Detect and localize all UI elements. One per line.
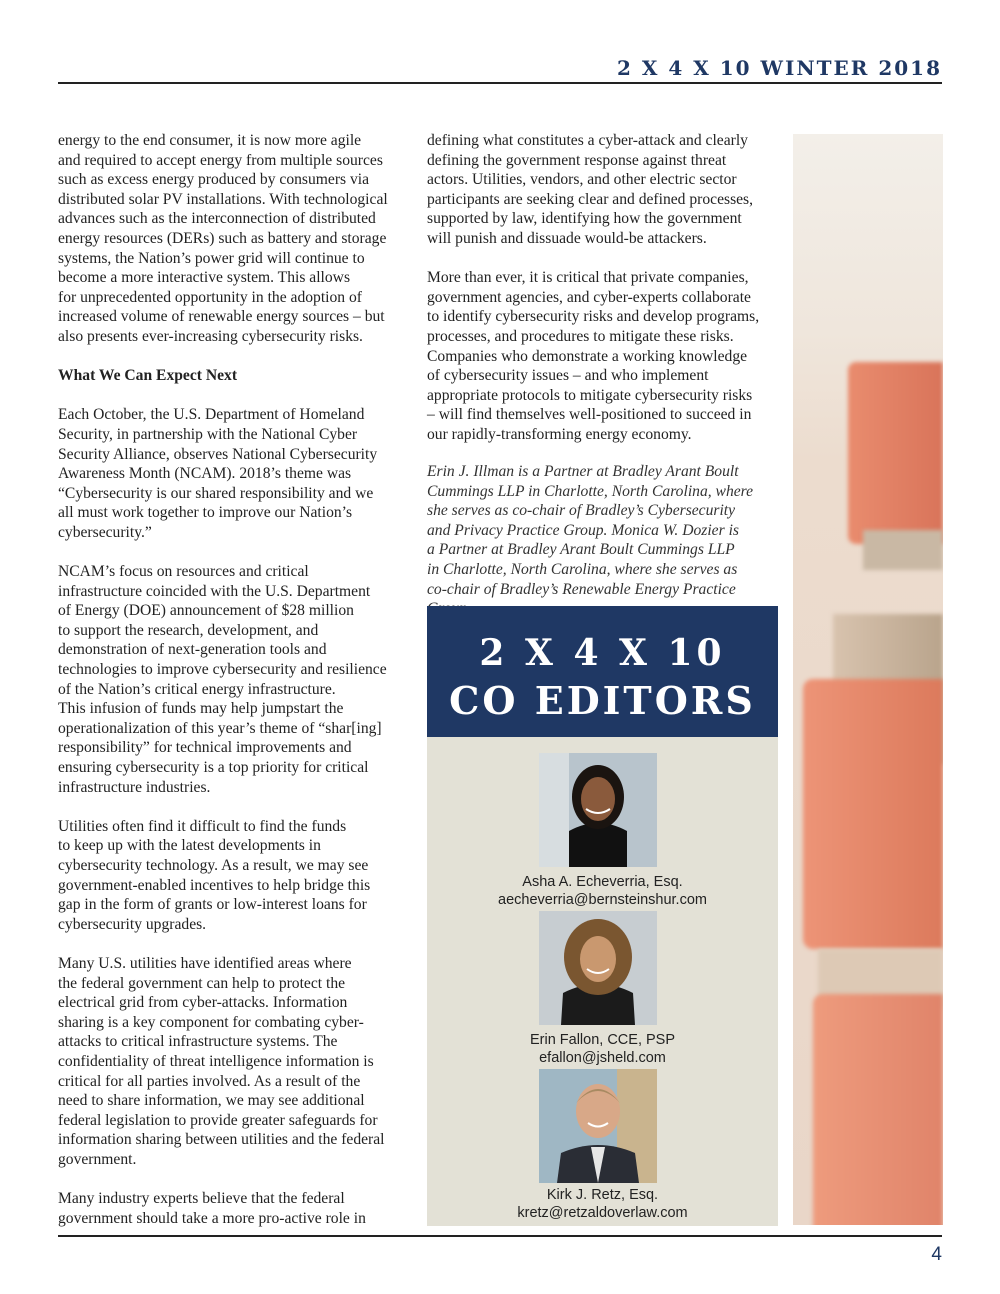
text-line: such as excess energy produced by consumers via (58, 171, 370, 189)
text-line: actors. Utilities, vendors, and other electric sector (427, 171, 737, 189)
text-line: to keep up with the latest developments in (58, 837, 321, 855)
text-line: Companies who demonstrate a working knowledge (427, 347, 748, 365)
text-line: our rapidly-transforming energy economy. (427, 425, 692, 443)
text-line: energy to the end consumer, it is now more agile (58, 132, 362, 149)
editor-name: Asha A. Echeverria, Esq. (522, 874, 683, 890)
text-line: government-enabled incentives to help bridge this (58, 876, 371, 894)
text-line: in Charlotte, North Carolina, where she serves as (427, 561, 738, 579)
article-paragraph (427, 268, 780, 444)
editor-email[interactable]: kretz@retzaldoverlaw.com (517, 1205, 688, 1221)
text-line: federal legislation to provide greater safeguards for (58, 1111, 378, 1129)
text-line: Awareness Month (NCAM). 2018’s theme was (58, 465, 352, 483)
co-editors-box (427, 606, 778, 1226)
text-line: – will find themselves well-positioned to succeed in (427, 406, 752, 424)
author-bio (427, 462, 780, 619)
text-line: government should take a more pro-active role in (58, 1209, 366, 1227)
text-line: gap in the form of grants or low-interest loans for (58, 896, 367, 914)
text-line: responsibility” for technical improvements and (58, 739, 352, 757)
text-line: Utilities often find it difficult to find the funds (58, 817, 347, 835)
editor-card-asha (427, 873, 778, 909)
text-line: supported by law, identifying how the government (427, 210, 742, 228)
article-paragraph (58, 405, 408, 542)
text-line: Erin J. Illman is a Partner at Bradley Arant Boult (427, 463, 739, 481)
text-line: cybersecurity upgrades. (58, 915, 207, 933)
text-line: she serves as co-chair of Bradley’s Cybersecurity (427, 502, 736, 520)
text-line: NCAM’s focus on resources and critical (58, 563, 309, 581)
text-line: energy resources (DERs) such as battery and storage (58, 229, 387, 247)
text-line: defining the government response against threat (427, 151, 727, 169)
text-line: information sharing between utilities and the federal (58, 1131, 385, 1149)
text-line: More than ever, it is critical that private companies, (427, 269, 749, 287)
text-line: attacks to critical infrastructure systems. The (58, 1033, 338, 1051)
text-line: Security, in partnership with the National Cyber (58, 425, 358, 443)
text-line: to identify cybersecurity risks and develop programs, (427, 308, 760, 326)
text-line: infrastructure coincided with the U.S. Department (58, 582, 371, 600)
brick-wall-photo (793, 134, 943, 1225)
text-line: appropriate protocols to mitigate cybersecurity risks (427, 386, 753, 404)
editor-card-kirk (427, 1186, 778, 1222)
article-paragraph (58, 954, 408, 1170)
text-line: Each October, the U.S. Department of Homeland (58, 406, 365, 424)
editor-email[interactable]: aecheverria@bernsteinshur.com (498, 892, 707, 908)
text-line: electrical grid from cyber-attacks. Information (58, 994, 348, 1012)
article-paragraph (58, 131, 408, 347)
editor-name: Kirk J. Retz, Esq. (546, 1187, 659, 1203)
article-paragraph (58, 817, 408, 935)
text-line: the federal government can help to protect the (58, 974, 346, 992)
text-line: critical for all parties involved. As a result of the (58, 1072, 361, 1090)
text-line: of Energy (DOE) announcement of $28 million (58, 602, 354, 620)
co-editors-heading-line1: 2 X 4 X 10 (479, 632, 726, 674)
text-line: become a more interactive system. This allows (58, 269, 351, 287)
editor-photo-kirk (539, 1069, 657, 1183)
text-line: Security Alliance, observes National Cybersecurity (58, 445, 378, 463)
text-line: advances such as the interconnection of distributed (58, 210, 376, 228)
text-line: need to share information, we may see additional (58, 1092, 365, 1110)
text-line: increased volume of renewable energy sources – but (58, 308, 385, 326)
text-line: processes, and procedures to mitigate these risks. (427, 327, 734, 345)
text-line: infrastructure industries. (58, 778, 211, 796)
text-line: co-chair of Bradley’s Renewable Energy Practice (427, 580, 736, 598)
text-line: systems, the Nation’s power grid will continue to (58, 249, 365, 267)
text-line: government agencies, and cyber-experts collaborate (427, 288, 751, 306)
text-line: cybersecurity.” (58, 523, 152, 541)
section-heading (58, 366, 408, 386)
editor-email[interactable]: efallon@jsheld.com (539, 1050, 666, 1066)
left-article-column (58, 131, 408, 1248)
text-line: ensuring cybersecurity is a top priority for critical (58, 759, 369, 776)
text-line: What We Can Expect Next (58, 367, 238, 385)
text-line: demonstration of next-generation tools and (58, 641, 327, 659)
text-line: government. (58, 1150, 137, 1168)
co-editors-heading (427, 606, 778, 737)
editor-photo-asha (539, 753, 657, 867)
article-paragraph (58, 1189, 408, 1228)
text-line: also presents ever-increasing cybersecurity risks. (58, 327, 363, 345)
text-line: of cybersecurity issues – and who implement (427, 367, 709, 385)
text-line: all must work together to improve our Nation’s (58, 504, 353, 522)
text-line: and Privacy Practice Group. Monica W. Dozier is (427, 521, 739, 539)
co-editors-heading-line2: CO EDITORS (449, 678, 756, 723)
newsletter-title: 2 X 4 X 10 WINTER 2018 (617, 56, 942, 80)
top-divider (58, 82, 942, 84)
text-line: Cummings LLP in Charlotte, North Carolina, where (427, 482, 754, 500)
text-line: and required to accept energy from multiple sources (58, 151, 383, 169)
text-line: Many U.S. utilities have identified areas where (58, 954, 352, 972)
text-line: operationalization of this year’s theme of “shar[ing] (58, 719, 382, 737)
text-line: Many industry experts believe that the federal (58, 1190, 345, 1208)
text-line: defining what constitutes a cyber-attack and clearly (427, 132, 748, 149)
editor-photo-erin (539, 911, 657, 1025)
bottom-divider (58, 1235, 942, 1237)
text-line: cybersecurity technology. As a result, we may see (58, 856, 369, 874)
editor-name: Erin Fallon, CCE, PSP (529, 1032, 676, 1048)
text-line: sharing is a key component for combating cyber- (58, 1013, 364, 1031)
text-line: to support the research, development, and (58, 621, 319, 639)
text-line: participants are seeking clear and defined processes, (427, 190, 754, 208)
text-line: of the Nation’s critical energy infrastructure. (58, 680, 336, 698)
article-paragraph (427, 131, 780, 249)
text-line: a Partner at Bradley Arant Boult Cummings LLP (427, 541, 735, 559)
text-line: “Cybersecurity is our shared responsibility and we (58, 484, 374, 502)
middle-article-column (427, 131, 780, 638)
text-line: This infusion of funds may help jumpstart the (58, 700, 344, 718)
page-number: 4 (931, 1244, 942, 1265)
text-line: distributed solar PV installations. With technological (58, 190, 388, 208)
text-line: confidentiality of threat intelligence information is (58, 1052, 374, 1070)
article-paragraph (58, 562, 408, 797)
text-line: will punish and dissuade would-be attackers. (427, 229, 707, 247)
text-line: for unprecedented opportunity in the adoption of (58, 288, 362, 306)
text-line: technologies to improve cybersecurity and resilience (58, 661, 387, 679)
editor-card-erin (427, 1031, 778, 1067)
